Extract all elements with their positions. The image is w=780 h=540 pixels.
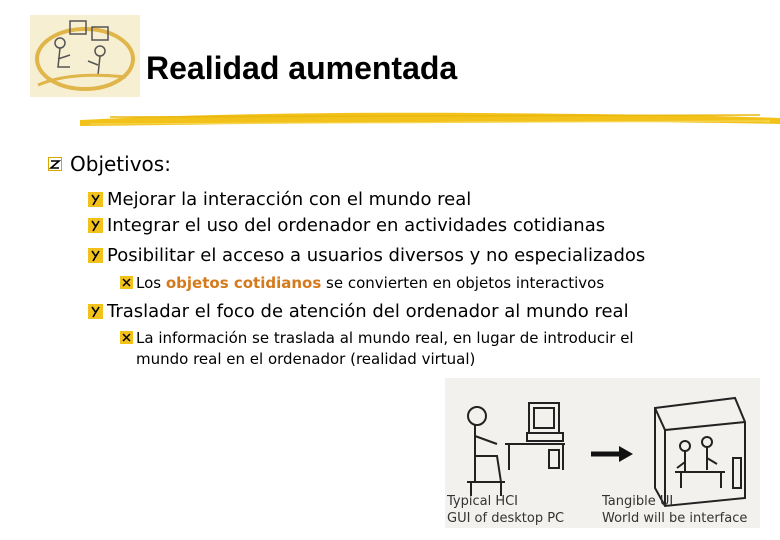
bullet-text: Posibilitar el acceso a usuarios diversos y no especializados	[107, 245, 646, 266]
person-at-computer-drawing	[467, 403, 565, 496]
x-bullet-icon	[120, 331, 133, 344]
logo	[30, 15, 140, 97]
bullet-trasladar	[88, 301, 629, 322]
highlight-objetos-cotidianos: objetos cotidianos	[165, 274, 322, 292]
illustration-drawing	[445, 378, 760, 528]
bullet-text: Objetivos:	[70, 152, 171, 176]
caption-tangible-ui: Tangible UI	[602, 494, 674, 509]
caption-gui-desktop: GUI of desktop PC	[447, 511, 565, 526]
bullet-text: Trasladar el foco de atención del ordenador al mundo real	[107, 301, 629, 322]
y-bullet-icon	[88, 304, 103, 319]
bullet-integrar	[88, 215, 605, 236]
caption-world-interface: World will be interface	[602, 511, 748, 526]
bullet-informacion-cont	[136, 350, 475, 368]
hci-vs-tangible-illustration	[445, 378, 760, 528]
bullet-informacion	[120, 329, 634, 347]
bullet-text: Integrar el uso del ordenador en actividades cotidianas	[107, 215, 606, 236]
bullet-text: La información se traslada al mundo real, en lugar de introducir el	[136, 329, 634, 347]
z-bullet-icon	[48, 157, 62, 171]
slide-title: Realidad aumentada	[146, 50, 458, 86]
bullet-text	[136, 274, 604, 292]
bullet-posibilitar	[88, 245, 645, 266]
bullet-text: mundo real en el ordenador (realidad virtual)	[136, 350, 476, 368]
arrow-right-icon	[591, 446, 633, 462]
x-bullet-icon	[120, 276, 133, 289]
bullet-objetivos	[48, 152, 171, 176]
caption-typical-hci: Typical HCI	[447, 494, 519, 509]
y-bullet-icon	[88, 192, 103, 207]
title-underline	[80, 104, 780, 130]
bullet-mejorar	[88, 189, 471, 210]
bullet-objetos	[120, 274, 604, 292]
text-segment: se convierten en objetos interactivos	[321, 274, 605, 292]
y-bullet-icon	[88, 218, 103, 233]
text-segment: Los	[136, 274, 166, 292]
bullet-text: Mejorar la interacción con el mundo real	[107, 189, 472, 210]
y-bullet-icon	[88, 248, 103, 263]
people-at-computers-logo-icon	[30, 15, 140, 97]
room-world-interface-drawing	[655, 398, 745, 506]
